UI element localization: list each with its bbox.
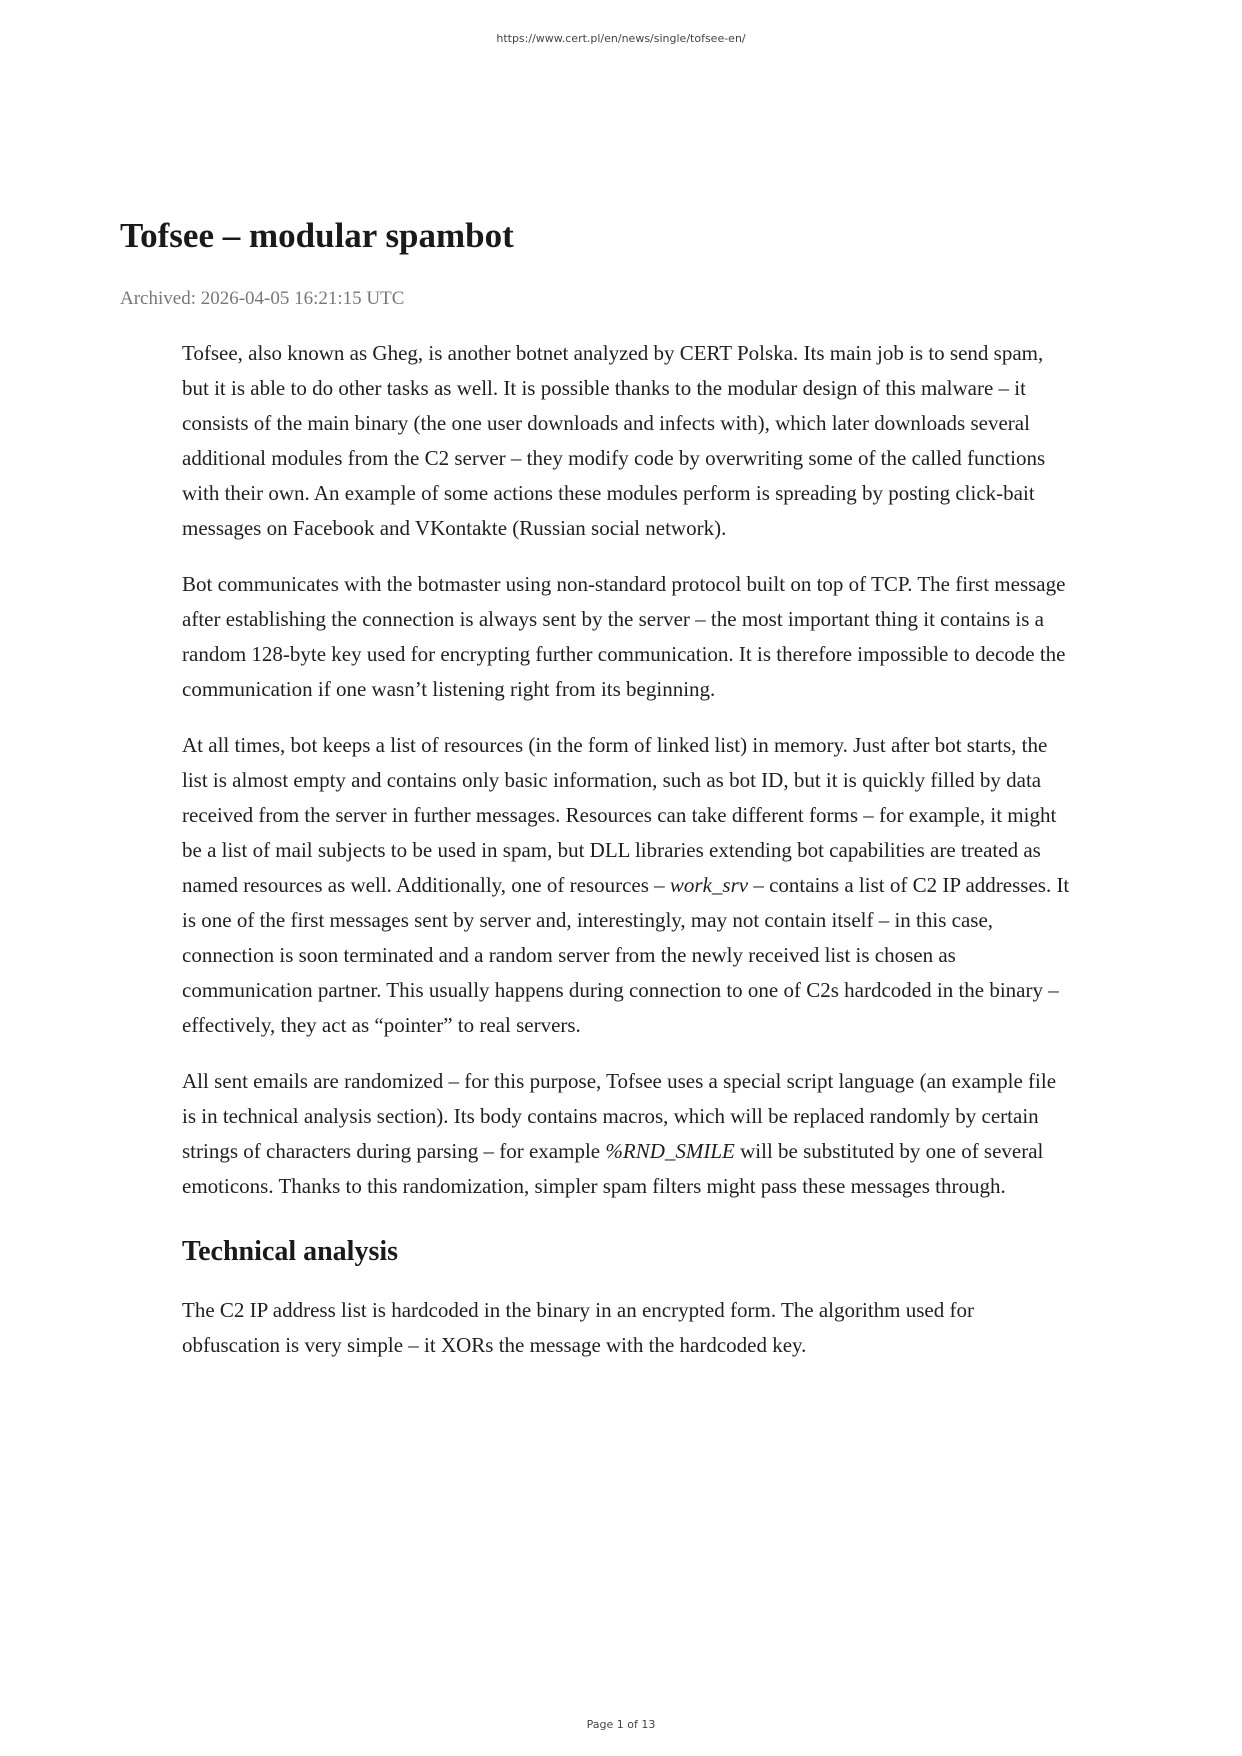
paragraph-intro: Tofsee, also known as Gheg, is another botnet analyzed by CERT Polska. Its main job is to send spam, but it is able to do other tasks as well. It is possible thanks to the modular design of this malware – it consists of the main binary (the one user downloads and infects with), which later downloads several additional modules from the C2 server – they modify code by overwriting some of the called functions with their own. An example of some actions these modules perform is spreading by posting click-bait messages on Facebook and VKontakte (Russian social network). (182, 341, 1046, 540)
paragraph-resources (182, 728, 1072, 1043)
paragraph-randomization-text-before: All sent emails are randomized – for this purpose, Tofsee uses a special script language (an example file is in technical analysis section). Its body contains macros, which will be replaced randomly by certain strings of characters during parsing – for example (182, 1069, 1057, 1163)
paragraph-protocol: Bot communicates with the botmaster using non-standard protocol built on top of TCP. The first message after establishing the connection is always sent by the server – the most important thing it contains is a random 128-byte key used for encrypting further communication. It is therefore impossible to decode the communication if one wasn’t listening right from its beginning. (182, 572, 1066, 701)
paragraph-resources-text-before: At all times, bot keeps a list of resources (in the form of linked list) in memory. Just after bot starts, the list is almost empty and contains only basic information, such as bot ID, but it is quickly filled by data received from the server in further messages. Resources can take different forms – for example, it might be a list of mail subjects to be used in spam, but DLL libraries extending bot capabilities are treated as named resources as well. Additionally, one of resources – (182, 733, 1057, 897)
paragraph-randomization (182, 1064, 1072, 1204)
paragraph-c2-list: The C2 IP address list is hardcoded in the binary in an encrypted form. The algorithm used for obfuscation is very simple – it XORs the message with the hardcoded key. (182, 1298, 974, 1357)
rnd-smile-macro: %RND_SMILE (605, 1139, 735, 1163)
page-number: Page 1 of 13 (586, 1718, 656, 1731)
work-srv-term: work_srv (669, 873, 749, 897)
article-body (182, 336, 1072, 1384)
paragraph-resources-text-after: – contains a list of C2 IP addresses. It is one of the first messages sent by server and, interestingly, may not contain itself – in this case, connection is soon terminated and a random server from the newly received list is chosen as communication partner. This usually happens during connection to one of C2s hardcoded in the binary – effectively, they act as “pointer” to real servers. (182, 873, 1070, 1037)
section-heading-technical-analysis: Technical analysis (182, 1236, 399, 1267)
archived-timestamp: Archived: 2026-04-05 16:21:15 UTC (120, 288, 405, 309)
source-url: https://www.cert.pl/en/news/single/tofsee-en/ (496, 32, 746, 45)
article-title: Tofsee – modular spambot (120, 216, 514, 255)
paragraph-randomization-text-after: will be substituted by one of several emoticons. Thanks to this randomization, simpler spam filters might pass these messages through. (182, 1139, 1044, 1198)
